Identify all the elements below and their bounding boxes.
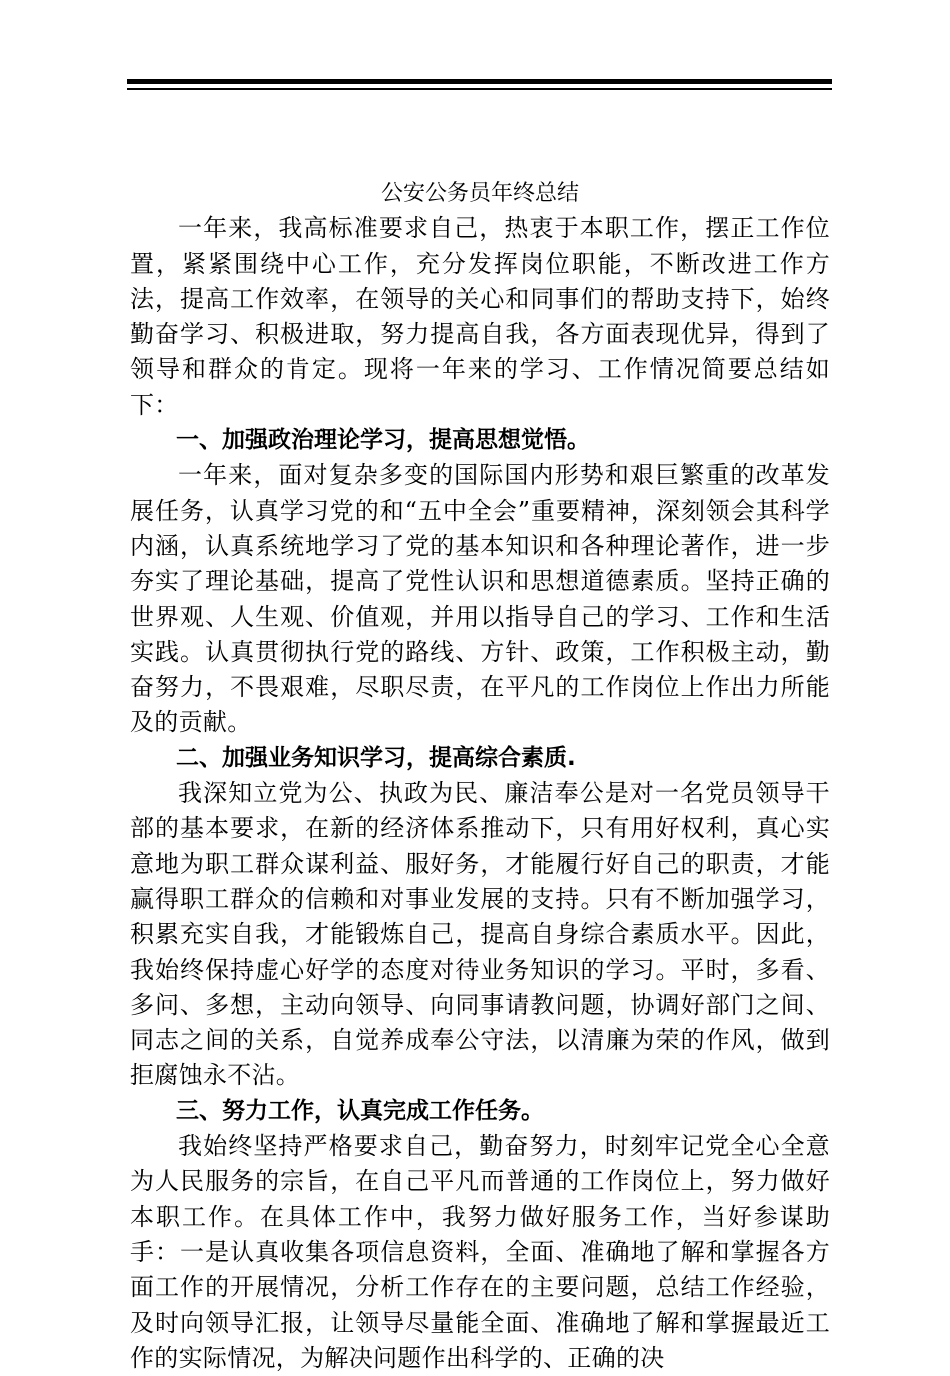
section-heading-politics: 一、加强政治理论学习，提高思想觉悟。 [176, 427, 590, 454]
section-paragraph-politics: 一年来，面对复杂多变的国际国内形势和艰巨繁重的改革发展任务，认真学习党的和“五中全会”重要精神，深刻领会其科学内涵，认真系统地学习了党的基本知识和各种理论著作，进一步夯实了理论基础，提高了党性认识和思想道德素质。坚持正确的世界观、人生观、价值观，并用以指导自己的学习、工作和生活实践。认真贯彻执行党的路线、方针、政策，工作积极主动，勤奋努力，不畏艰难，尽职尽责，在平凡的工作岗位上作出力所能及的贡献。 [130, 461, 830, 737]
document-body [130, 176, 830, 1376]
section-paragraph-business-knowledge: 我深知立党为公、执政为民、廉洁奉公是对一名党员领导干部的基本要求，在新的经济体系推动下，只有用好权利，真心实意地为职工群众谋利益、服好务，才能履行好自己的职责，才能赢得职工群众的信赖和对事业发展的支持。只有不断加强学习，积累充实自我，才能锻炼自己，提高自身综合素质水平。因此，我始终保持虚心好学的态度对待业务知识的学习。平时，多看、多问、多想，主动向领导、向同事请教问题，协调好部门之间、同志之间的关系，自觉养成奉公守法，以清廉为荣的作风，做到拒腐蚀永不沾。 [130, 779, 830, 1090]
section-paragraph-work-tasks: 我始终坚持严格要求自己，勤奋努力，时刻牢记党全心全意为人民服务的宗旨，在自己平凡而普通的工作岗位上，努力做好本职工作。在具体工作中，我努力做好服务工作，当好参谋助手：一是认真收集各项信息资料，全面、准确地了解和掌握各方面工作的开展情况，分析工作存在的主要问题，总结工作经验，及时向领导汇报，让领导尽量能全面、准确地了解和掌握最近工作的实际情况，为解决问题作出科学的、正确的决 [130, 1132, 830, 1372]
section-heading-work-tasks: 三、努力工作，认真完成工作任务。 [176, 1097, 544, 1124]
intro-paragraph: 一年来，我高标准要求自己，热衷于本职工作，摆正工作位置，紧紧围绕中心工作，充分发挥岗位职能，不断改进工作方法，提高工作效率，在领导的关心和同事们的帮助支持下，始终勤奋学习、积极进取，努力提高自我，各方面表现优异，得到了领导和群众的肯定。现将一年来的学习、工作情况简要总结如下： [130, 214, 830, 419]
section-heading-business-knowledge: 二、加强业务知识学习，提高综合素质. [176, 744, 576, 771]
document-title: 公安公务员年终总结 [380, 181, 579, 206]
header-rule-thin [127, 88, 832, 90]
header-rule-thick [127, 79, 832, 84]
